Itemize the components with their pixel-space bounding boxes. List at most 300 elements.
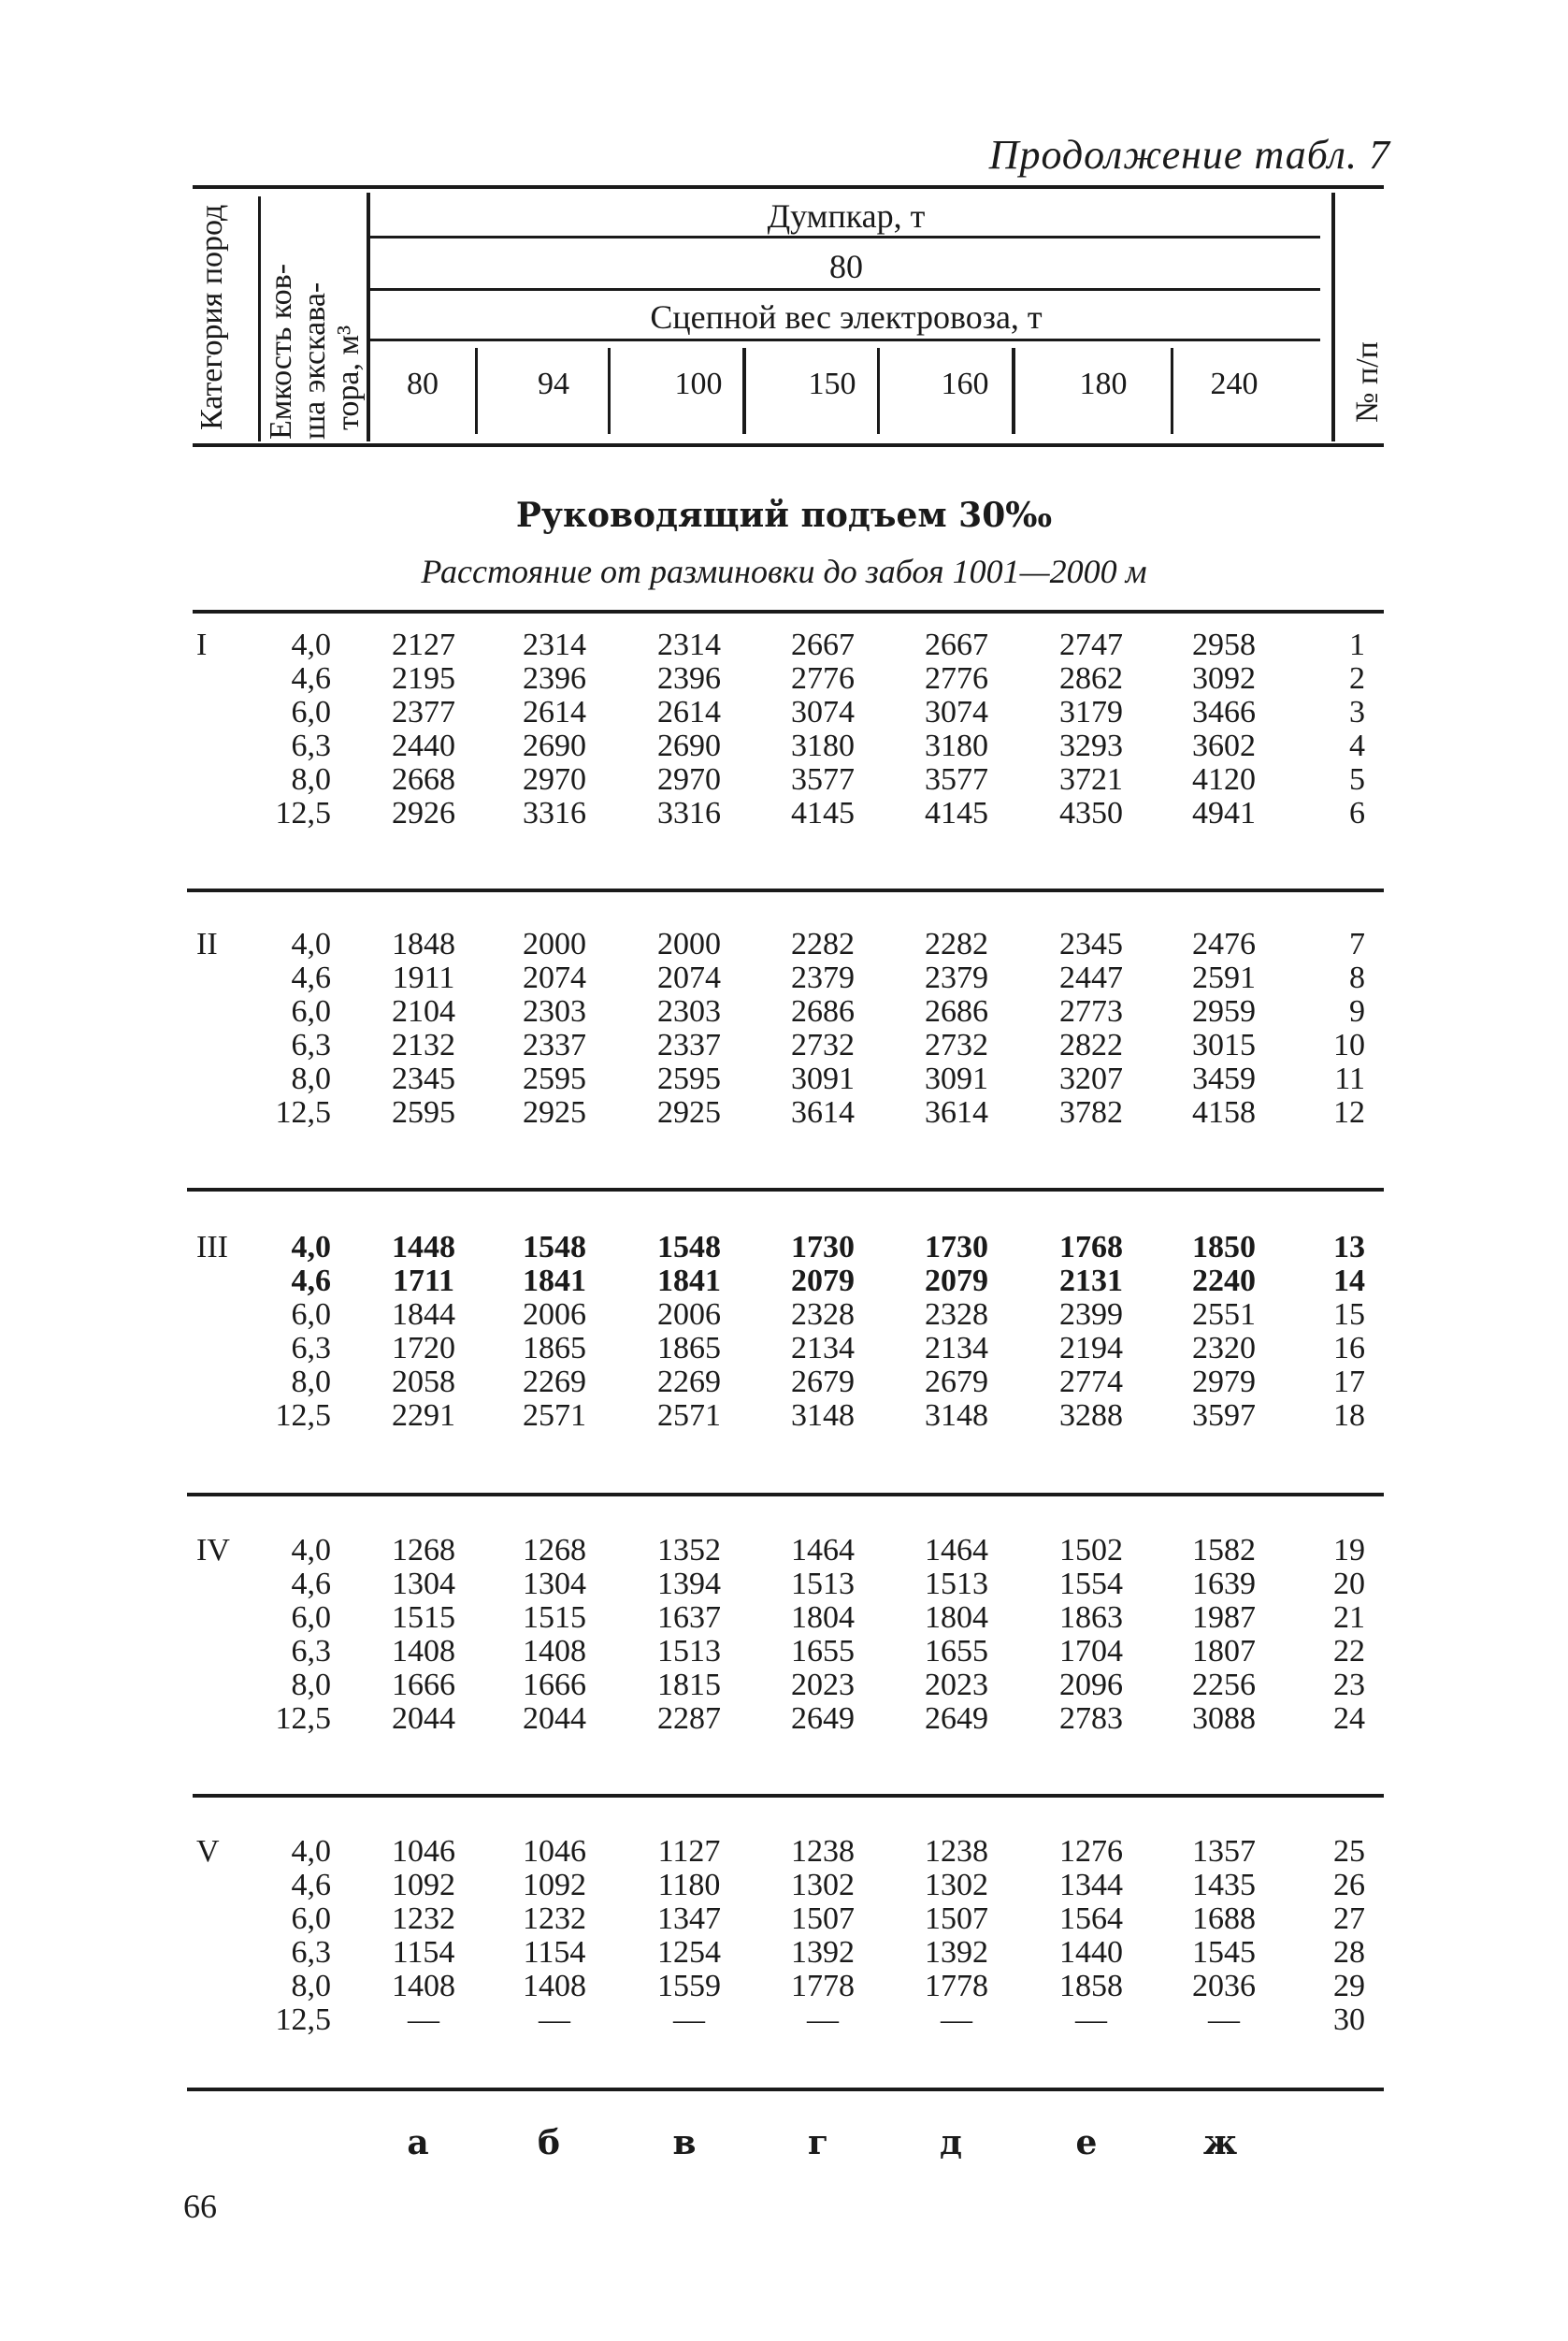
capacity-heading-line: Емкость ков-	[264, 263, 298, 440]
header-rule	[370, 288, 1320, 291]
capacity-cell: 4,6	[291, 1264, 331, 1298]
value-cell: 2104	[392, 994, 455, 1029]
value-cell: 1666	[392, 1668, 455, 1702]
value-cell: 1564	[1059, 1901, 1123, 1936]
row-number: 30	[1333, 2002, 1365, 2037]
value-cell: 2282	[925, 927, 988, 961]
value-cell: 1440	[1059, 1935, 1123, 1970]
value-cell: 1768	[1059, 1230, 1123, 1264]
value-cell: 2447	[1059, 961, 1123, 995]
value-cell: 2377	[392, 695, 455, 730]
value-cell: 2023	[791, 1668, 855, 1702]
value-cell: 3293	[1059, 729, 1123, 763]
value-cell: 1180	[657, 1868, 721, 1902]
value-cell: 2127	[392, 628, 455, 662]
value-cell: 1302	[925, 1868, 988, 1902]
value-cell: —	[539, 2002, 570, 2037]
value-cell: 2058	[392, 1365, 455, 1399]
value-cell: 2399	[1059, 1297, 1123, 1332]
value-cell: 1865	[657, 1331, 721, 1366]
value-cell: 2776	[925, 661, 988, 696]
value-cell: 2591	[1192, 961, 1256, 995]
value-cell: 2958	[1192, 628, 1256, 662]
row-number: 1	[1349, 628, 1365, 662]
value-cell: 2074	[657, 961, 721, 995]
column-letter: ж	[1202, 2123, 1238, 2162]
value-cell: 1238	[925, 1834, 988, 1869]
category-label: V	[196, 1834, 220, 1869]
row-number: 24	[1333, 1701, 1365, 1736]
value-cell: 2134	[925, 1331, 988, 1366]
value-cell: 2194	[1059, 1331, 1123, 1366]
value-cell: 2328	[925, 1297, 988, 1332]
value-cell: 1352	[657, 1533, 721, 1568]
row-number: 23	[1333, 1668, 1365, 1702]
row-number: 5	[1349, 762, 1365, 797]
value-cell: 4120	[1192, 762, 1256, 797]
value-cell: 2926	[392, 796, 455, 831]
column-letter: е	[1075, 2123, 1098, 2162]
row-number: 20	[1333, 1567, 1365, 1601]
value-cell: 2595	[523, 1062, 586, 1096]
value-cell: 2571	[657, 1398, 721, 1433]
value-cell: 3721	[1059, 762, 1123, 797]
value-cell: 2044	[523, 1701, 586, 1736]
value-cell: —	[1208, 2002, 1240, 2037]
value-cell: 1513	[925, 1567, 988, 1601]
value-cell: 1408	[523, 1969, 586, 2003]
value-cell: 2269	[523, 1365, 586, 1399]
value-cell: 1464	[791, 1533, 855, 1568]
value-cell: 2195	[392, 661, 455, 696]
weight-column-heading: 180	[1079, 367, 1128, 401]
value-cell: 3207	[1059, 1062, 1123, 1096]
value-cell: 1092	[523, 1868, 586, 1902]
column-letter: г	[807, 2123, 829, 2162]
value-cell: 2822	[1059, 1028, 1123, 1062]
capacity-cell: 6,3	[291, 1331, 331, 1366]
value-cell: 1720	[392, 1331, 455, 1366]
value-cell: 2036	[1192, 1969, 1256, 2003]
value-cell: 1507	[791, 1901, 855, 1936]
value-cell: 1357	[1192, 1834, 1256, 1869]
value-cell: 3466	[1192, 695, 1256, 730]
value-cell: 3179	[1059, 695, 1123, 730]
capacity-cell: 8,0	[291, 762, 331, 797]
row-number: 4	[1349, 729, 1365, 763]
capacity-cell: 4,6	[291, 961, 331, 995]
row-number: 10	[1333, 1028, 1365, 1062]
value-cell: 2667	[791, 628, 855, 662]
value-cell: 2006	[657, 1297, 721, 1332]
value-cell: 3091	[791, 1062, 855, 1096]
header-divider	[367, 193, 370, 441]
value-cell: 1392	[925, 1935, 988, 1970]
value-cell: 2269	[657, 1365, 721, 1399]
row-number: 14	[1333, 1264, 1365, 1298]
group-rule	[187, 2088, 1384, 2091]
value-cell: 1815	[657, 1668, 721, 1702]
value-cell: 2862	[1059, 661, 1123, 696]
value-cell: 2396	[523, 661, 586, 696]
capacity-cell: 4,6	[291, 1567, 331, 1601]
value-cell: 2000	[657, 927, 721, 961]
capacity-cell: 6,0	[291, 994, 331, 1029]
value-cell: 3614	[791, 1095, 855, 1130]
category-group	[0, 928, 1568, 1130]
weight-column-heading: 240	[1210, 367, 1259, 401]
value-cell: 1154	[392, 1935, 455, 1970]
value-cell: 2006	[523, 1297, 586, 1332]
capacity-cell: 4,6	[291, 661, 331, 696]
header-bottom-rule	[193, 443, 1384, 447]
row-number: 21	[1333, 1600, 1365, 1635]
value-cell: —	[673, 2002, 705, 2037]
header-divider	[1331, 193, 1335, 441]
row-number: 7	[1349, 927, 1365, 961]
value-cell: 4145	[925, 796, 988, 831]
capacity-cell: 4,6	[291, 1868, 331, 1902]
value-cell: 3092	[1192, 661, 1256, 696]
value-cell: 1639	[1192, 1567, 1256, 1601]
value-cell: 3148	[925, 1398, 988, 1433]
value-cell: 1865	[523, 1331, 586, 1366]
value-cell: 1987	[1192, 1600, 1256, 1635]
column-letter: д	[940, 2123, 962, 2162]
value-cell: 2595	[392, 1095, 455, 1130]
group-rule	[193, 610, 1384, 614]
value-cell: 2925	[657, 1095, 721, 1130]
value-cell: 3074	[791, 695, 855, 730]
capacity-cell: 6,0	[291, 695, 331, 730]
category-group	[0, 1534, 1568, 1736]
row-number: 19	[1333, 1533, 1365, 1568]
row-number: 12	[1333, 1095, 1365, 1130]
value-cell: 2303	[523, 994, 586, 1029]
row-number: 17	[1333, 1365, 1365, 1399]
capacity-cell: 6,3	[291, 1634, 331, 1669]
value-cell: 1655	[925, 1634, 988, 1669]
capacity-cell: 6,0	[291, 1297, 331, 1332]
value-cell: 2337	[657, 1028, 721, 1062]
value-cell: 3597	[1192, 1398, 1256, 1433]
value-cell: 2614	[523, 695, 586, 730]
value-cell: 1268	[523, 1533, 586, 1568]
weight-heading: Сцепной вес электровоза, т	[650, 298, 1043, 336]
value-cell: 3316	[657, 796, 721, 831]
value-cell: 2396	[657, 661, 721, 696]
value-cell: 1730	[791, 1230, 855, 1264]
value-cell: 2686	[925, 994, 988, 1029]
capacity-cell: 8,0	[291, 1969, 331, 2003]
value-cell: 1513	[791, 1567, 855, 1601]
value-cell: 1850	[1192, 1230, 1256, 1264]
value-cell: 3015	[1192, 1028, 1256, 1062]
capacity-cell: 4,0	[291, 1230, 331, 1264]
value-cell: 4158	[1192, 1095, 1256, 1130]
category-label: III	[196, 1230, 228, 1264]
value-cell: —	[408, 2002, 439, 2037]
value-cell: 3180	[925, 729, 988, 763]
value-cell: 2134	[791, 1331, 855, 1366]
row-number: 18	[1333, 1398, 1365, 1433]
value-cell: 2649	[791, 1701, 855, 1736]
value-cell: 1392	[791, 1935, 855, 1970]
value-cell: 1637	[657, 1600, 721, 1635]
value-cell: 1046	[392, 1834, 455, 1869]
value-cell: 3288	[1059, 1398, 1123, 1433]
value-cell: 2320	[1192, 1331, 1256, 1366]
value-cell: 1554	[1059, 1567, 1123, 1601]
value-cell: —	[941, 2002, 972, 2037]
group-rule	[187, 1188, 1384, 1192]
row-number: 16	[1333, 1331, 1365, 1366]
value-cell: 1276	[1059, 1834, 1123, 1869]
category-label: I	[196, 628, 208, 662]
value-cell: 1515	[523, 1600, 586, 1635]
value-cell: 1730	[925, 1230, 988, 1264]
value-cell: 1778	[925, 1969, 988, 2003]
value-cell: 3316	[523, 796, 586, 831]
value-cell: 2732	[925, 1028, 988, 1062]
group-rule	[187, 889, 1384, 892]
value-cell: 1302	[791, 1868, 855, 1902]
value-cell: 1688	[1192, 1901, 1256, 1936]
header-top-rule	[193, 185, 1384, 189]
capacity-cell: 4,0	[291, 1533, 331, 1568]
category-label: II	[196, 927, 218, 961]
weight-column-heading: 100	[674, 367, 723, 401]
value-cell: 3782	[1059, 1095, 1123, 1130]
row-number: 8	[1349, 961, 1365, 995]
capacity-cell: 8,0	[291, 1062, 331, 1096]
value-cell: 1304	[392, 1567, 455, 1601]
capacity-cell: 4,0	[291, 927, 331, 961]
value-cell: 1848	[392, 927, 455, 961]
value-cell: 1559	[657, 1969, 721, 2003]
value-cell: 1513	[657, 1634, 721, 1669]
value-cell: 1408	[392, 1969, 455, 2003]
value-cell: —	[1075, 2002, 1107, 2037]
value-cell: 1911	[392, 961, 455, 995]
value-cell: 1464	[925, 1533, 988, 1568]
header-divider	[258, 196, 261, 441]
capacity-cell: 12,5	[275, 796, 331, 831]
row-number: 15	[1333, 1297, 1365, 1332]
number-heading: № п/п	[1350, 341, 1385, 423]
value-cell: 4145	[791, 796, 855, 831]
value-cell: 2649	[925, 1701, 988, 1736]
value-cell: 2668	[392, 762, 455, 797]
value-cell: 1804	[925, 1600, 988, 1635]
row-number: 28	[1333, 1935, 1365, 1970]
category-heading: Категория пород	[194, 204, 229, 430]
row-number: 27	[1333, 1901, 1365, 1936]
value-cell: 2667	[925, 628, 988, 662]
capacity-cell: 12,5	[275, 1398, 331, 1433]
value-cell: 2679	[791, 1365, 855, 1399]
column-letter: в	[672, 2123, 697, 2162]
capacity-cell: 6,3	[291, 1028, 331, 1062]
weight-column-heading: 80	[407, 367, 439, 401]
value-cell: 3577	[925, 762, 988, 797]
value-cell: 1545	[1192, 1935, 1256, 1970]
value-cell: 2925	[523, 1095, 586, 1130]
value-cell: 1666	[523, 1668, 586, 1702]
category-group	[0, 1231, 1568, 1433]
value-cell: 2595	[657, 1062, 721, 1096]
value-cell: 2079	[791, 1264, 855, 1298]
row-number: 29	[1333, 1969, 1365, 2003]
capacity-cell: 4,0	[291, 1834, 331, 1869]
value-cell: 2970	[523, 762, 586, 797]
value-cell: 1435	[1192, 1868, 1256, 1902]
value-cell: 2440	[392, 729, 455, 763]
value-cell: 2282	[791, 927, 855, 961]
group-rule	[193, 1794, 1384, 1798]
capacity-heading-line: ша экскава-	[297, 282, 332, 440]
value-cell: 1238	[791, 1834, 855, 1869]
dumpcar-value: 80	[829, 248, 863, 285]
group-rule	[187, 1493, 1384, 1496]
value-cell: 1448	[392, 1230, 455, 1264]
capacity-cell: 6,0	[291, 1600, 331, 1635]
value-cell: 1344	[1059, 1868, 1123, 1902]
value-cell: 2291	[392, 1398, 455, 1433]
value-cell: 3459	[1192, 1062, 1256, 1096]
value-cell: 2132	[392, 1028, 455, 1062]
value-cell: 2476	[1192, 927, 1256, 961]
value-cell: 1515	[392, 1600, 455, 1635]
weight-column-heading: 160	[941, 367, 989, 401]
value-cell: 3180	[791, 729, 855, 763]
value-cell: 3088	[1192, 1701, 1256, 1736]
value-cell: 1711	[392, 1264, 455, 1298]
row-number: 11	[1334, 1062, 1365, 1096]
continuation-note: Продолжение табл. 7	[988, 132, 1390, 178]
row-number: 26	[1333, 1868, 1365, 1902]
row-number: 13	[1333, 1230, 1365, 1264]
value-cell: 3614	[925, 1095, 988, 1130]
value-cell: 2614	[657, 695, 721, 730]
value-cell: 2000	[523, 927, 586, 961]
value-cell: 2551	[1192, 1297, 1256, 1332]
value-cell: 1394	[657, 1567, 721, 1601]
value-cell: 2044	[392, 1701, 455, 1736]
value-cell: 4350	[1059, 796, 1123, 831]
value-cell: 2131	[1059, 1264, 1123, 1298]
value-cell: 2314	[657, 628, 721, 662]
value-cell: 1548	[657, 1230, 721, 1264]
value-cell: 2287	[657, 1701, 721, 1736]
value-cell: 2328	[791, 1297, 855, 1332]
value-cell: 1704	[1059, 1634, 1123, 1669]
row-number: 2	[1349, 661, 1365, 696]
capacity-cell: 12,5	[275, 1095, 331, 1130]
value-cell: 2783	[1059, 1701, 1123, 1736]
capacity-cell: 8,0	[291, 1668, 331, 1702]
value-cell: 1582	[1192, 1533, 1256, 1568]
value-cell: 2023	[925, 1668, 988, 1702]
value-cell: 2345	[1059, 927, 1123, 961]
value-cell: 2679	[925, 1365, 988, 1399]
category-group	[0, 629, 1568, 831]
value-cell: 2970	[657, 762, 721, 797]
capacity-cell: 6,0	[291, 1901, 331, 1936]
capacity-heading-line: тора, м³	[331, 325, 366, 430]
value-cell: 2773	[1059, 994, 1123, 1029]
value-cell: 1841	[523, 1264, 586, 1298]
value-cell: 2959	[1192, 994, 1256, 1029]
value-cell: 2337	[523, 1028, 586, 1062]
value-cell: 1154	[523, 1935, 586, 1970]
value-cell: 2256	[1192, 1668, 1256, 1702]
value-cell: 2379	[925, 961, 988, 995]
value-cell: 2079	[925, 1264, 988, 1298]
weight-column-heading: 150	[808, 367, 856, 401]
value-cell: 2979	[1192, 1365, 1256, 1399]
section-subtitle: Расстояние от разминовки до забоя 1001—2000 м	[421, 553, 1147, 590]
weight-column-heading: 94	[538, 367, 569, 401]
page-number: 66	[183, 2188, 217, 2225]
row-number: 22	[1333, 1634, 1365, 1669]
value-cell: 1232	[392, 1901, 455, 1936]
value-cell: 4941	[1192, 796, 1256, 831]
value-cell: 1502	[1059, 1533, 1123, 1568]
value-cell: 1858	[1059, 1969, 1123, 2003]
column-letter: б	[537, 2123, 560, 2162]
value-cell: 1268	[392, 1533, 455, 1568]
value-cell: 1092	[392, 1868, 455, 1902]
value-cell: 2074	[523, 961, 586, 995]
value-cell: 1804	[791, 1600, 855, 1635]
value-cell: 2096	[1059, 1668, 1123, 1702]
capacity-cell: 6,3	[291, 729, 331, 763]
value-cell: 1807	[1192, 1634, 1256, 1669]
value-cell: 3577	[791, 762, 855, 797]
value-cell: 2690	[657, 729, 721, 763]
value-cell: 1844	[392, 1297, 455, 1332]
value-cell: 2776	[791, 661, 855, 696]
value-cell: 2303	[657, 994, 721, 1029]
value-cell: 3148	[791, 1398, 855, 1433]
value-cell: 2571	[523, 1398, 586, 1433]
value-cell: 1778	[791, 1969, 855, 2003]
value-cell: 2747	[1059, 628, 1123, 662]
header-rule	[370, 339, 1320, 341]
capacity-cell: 12,5	[275, 1701, 331, 1736]
row-number: 9	[1349, 994, 1365, 1029]
value-cell: —	[807, 2002, 839, 2037]
value-cell: 1655	[791, 1634, 855, 1669]
column-letter: а	[407, 2123, 429, 2162]
row-number: 3	[1349, 695, 1365, 730]
section-title: Руководящий подъем 30‰	[515, 496, 1053, 535]
capacity-cell: 8,0	[291, 1365, 331, 1399]
value-cell: 1507	[925, 1901, 988, 1936]
value-cell: 3091	[925, 1062, 988, 1096]
value-cell: 2774	[1059, 1365, 1123, 1399]
value-cell: 1127	[657, 1834, 721, 1869]
capacity-cell: 4,0	[291, 628, 331, 662]
capacity-cell: 6,3	[291, 1935, 331, 1970]
dumpcar-heading: Думпкар, т	[767, 197, 926, 235]
value-cell: 2690	[523, 729, 586, 763]
value-cell: 3074	[925, 695, 988, 730]
capacity-cell: 12,5	[275, 2002, 331, 2037]
value-cell: 1548	[523, 1230, 586, 1264]
value-cell: 2314	[523, 628, 586, 662]
